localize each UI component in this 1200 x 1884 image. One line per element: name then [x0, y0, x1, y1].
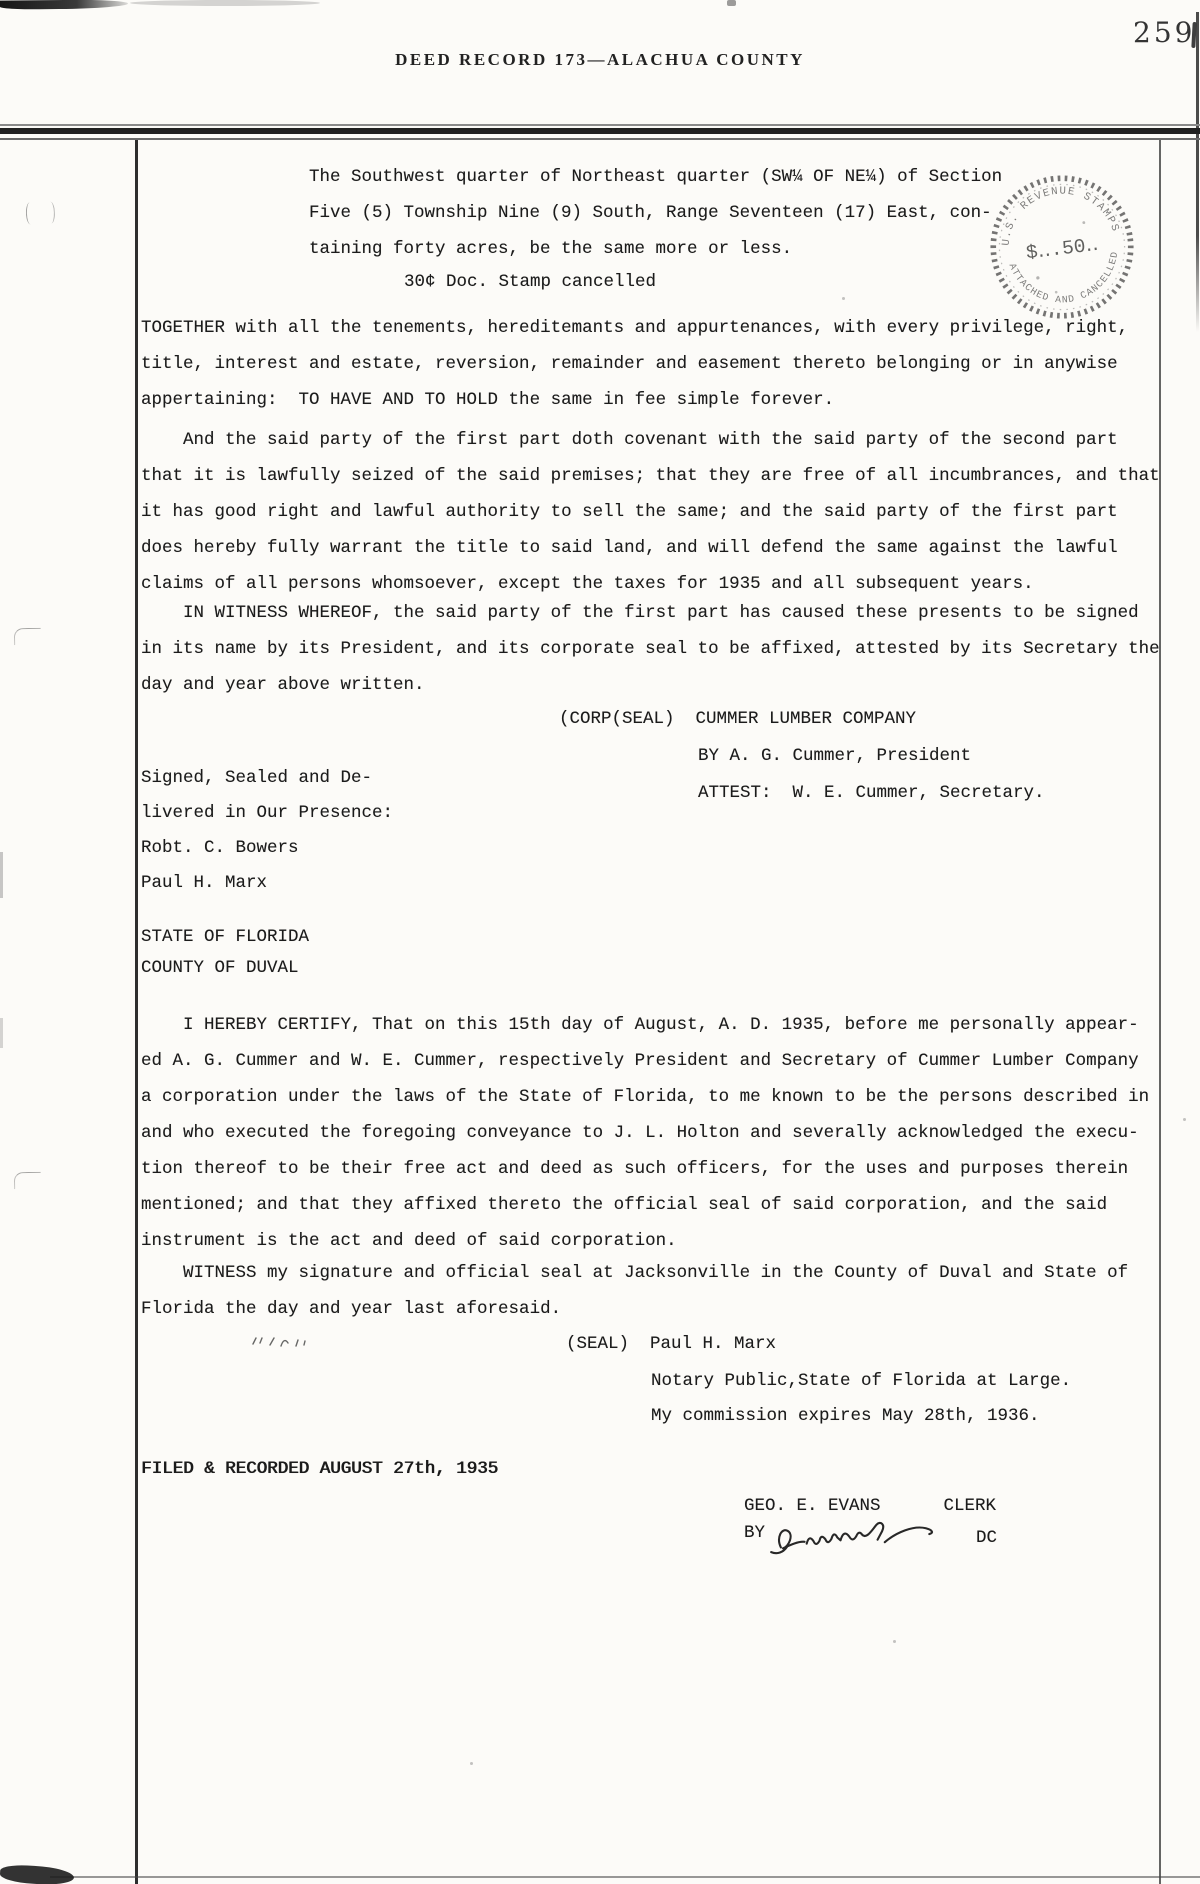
text-line: livered in Our Presence: — [141, 803, 394, 823]
together-paragraph — [141, 310, 1128, 418]
text-line: IN WITNESS WHEREOF, the said party of the first part has caused these presents to be signed — [141, 603, 1139, 623]
text-line: day and year above written. — [141, 675, 425, 695]
notary-title-line: Notary Public,State of Florida at Large. — [651, 1371, 1072, 1391]
text-line: and who executed the foregoing conveyance to J. L. Holton and severally acknowledged the execu- — [141, 1123, 1139, 1143]
text-line: I HEREBY CERTIFY, That on this 15th day of August, A. D. 1935, before me personally appear- — [141, 1015, 1139, 1035]
scan-artifact-bottom-rule — [50, 1876, 1200, 1878]
scan-artifact-pen-squiggle — [250, 1332, 322, 1350]
text-line: Robt. C. Bowers — [141, 838, 299, 858]
text-line: STATE OF FLORIDA — [141, 927, 310, 947]
stamp-bottom-arc-text: ATTACHED AND CANCELLED — [1006, 250, 1121, 306]
text-line: TOGETHER with all the tenements, hereditemants and appurtenances, with every privilege, right, — [141, 318, 1129, 338]
text-line: Florida the day and year last aforesaid. — [141, 1299, 562, 1319]
scan-artifact-edge-dash-1 — [0, 852, 3, 898]
notary-seal-line: (SEAL) Paul H. Marx — [566, 1334, 777, 1354]
text-line: Paul H. Marx — [141, 873, 268, 893]
covenant-paragraph — [141, 422, 1160, 602]
text-line: instrument is the act and deed of said corporation. — [141, 1231, 677, 1251]
scan-artifact-top-left-streak — [0, 0, 128, 10]
text-line: appertaining: TO HAVE AND TO HOLD the same in fee simple forever. — [141, 390, 835, 410]
notary-commission-line: My commission expires May 28th, 1936. — [651, 1406, 1040, 1426]
text-line: title, interest and estate, reversion, remainder and easement thereto belonging or in anywise — [141, 354, 1118, 374]
notary-certification-paragraph — [141, 1007, 1149, 1259]
scan-speck — [1183, 1118, 1186, 1121]
clerk-name-line: GEO. E. EVANS CLERK — [744, 1496, 997, 1516]
text-line: a corporation under the laws of the State of Florida, to me known to be the persons described in — [141, 1087, 1150, 1107]
svg-text:U.S. REVENUE STAMPS — [994, 179, 1121, 248]
witness-signature-block — [141, 761, 393, 901]
header-divider-thin-top — [0, 124, 1200, 126]
text-line: it has good right and lawful authority to sell the same; and the said party of the first part — [141, 502, 1118, 522]
witness-whereof-paragraph — [141, 595, 1160, 703]
text-line: WITNESS my signature and official seal at Jacksonville in the County of Duval and State of — [141, 1263, 1129, 1283]
page-header: DEED RECORD 173—ALACHUA COUNTY — [395, 50, 805, 69]
header-divider-thin-bottom — [0, 138, 1200, 140]
right-margin-rule — [1159, 140, 1161, 1884]
scan-speck — [842, 297, 845, 300]
witness-seal-paragraph — [141, 1255, 1128, 1327]
attest-line: ATTEST: W. E. Cummer, Secretary. — [698, 783, 1045, 803]
revenue-stamp — [974, 159, 1150, 335]
stamp-top-arc-text: U.S. REVENUE STAMPS — [1000, 185, 1122, 247]
stamp-value: $‥.50‥ — [1024, 233, 1100, 265]
scan-speck — [893, 1640, 896, 1643]
text-line: Signed, Sealed and De- — [141, 768, 373, 788]
property-description — [309, 159, 1002, 267]
scan-artifact-bottom-left-blob — [0, 1864, 74, 1884]
text-line: that it is lawfully seized of the said premises; that they are free of all incumbrances, and that — [141, 466, 1160, 486]
scan-speck — [470, 1762, 473, 1765]
doc-stamp-note: 30¢ Doc. Stamp cancelled — [404, 272, 657, 292]
filed-recorded-line: FILED & RECORDED AUGUST 27th, 1935 — [141, 1459, 499, 1479]
page-number: 259 — [1133, 16, 1196, 49]
left-margin-rule — [135, 140, 138, 1884]
text-line: taining forty acres, be the same more or less. — [309, 239, 793, 259]
text-line: ed A. G. Cummer and W. E. Cummer, respectively President and Secretary of Cummer Lumber Company — [141, 1051, 1139, 1071]
corp-seal-line: (CORP(SEAL) CUMMER LUMBER COMPANY — [559, 709, 917, 729]
text-line: COUNTY OF DUVAL — [141, 958, 299, 978]
scan-artifact-edge-dash-2 — [0, 1018, 3, 1048]
text-line: tion thereof to be their free act and deed as such officers, for the uses and purposes therein — [141, 1159, 1129, 1179]
deputy-suffix-label: DC — [976, 1528, 998, 1548]
state-county-block — [141, 922, 309, 984]
text-line: claims of all persons whomsoever, except the taxes for 1935 and all subsequent years. — [141, 574, 1034, 594]
president-signature-line: BY A. G. Cummer, President — [698, 746, 972, 766]
scan-artifact-margin-bracket-2 — [14, 1172, 41, 1189]
text-line: And the said party of the first part doth covenant with the said party of the second part — [141, 430, 1118, 450]
header-divider-thick — [0, 128, 1200, 134]
scan-artifact-top-tick — [727, 0, 736, 6]
text-line: mentioned; and that they affixed thereto the official seal of said corporation, and the said — [141, 1195, 1108, 1215]
text-line: in its name by its President, and its corporate seal to be affixed, attested by its Secretary the — [141, 639, 1160, 659]
text-line: does hereby fully warrant the title to said land, and will defend the same against the lawful — [141, 538, 1118, 558]
scan-artifact-margin-bracket-1 — [14, 628, 41, 645]
text-line: Five (5) Township Nine (9) South, Range Seventeen (17) East, con- — [309, 203, 992, 223]
scan-artifact-margin-parens — [26, 202, 56, 230]
text-line: The Southwest quarter of Northeast quarter (SW¼ OF NE¼) of Section — [309, 167, 1003, 187]
deputy-by-label: BY — [744, 1523, 766, 1543]
scan-artifact-top-smudge — [130, 0, 320, 6]
